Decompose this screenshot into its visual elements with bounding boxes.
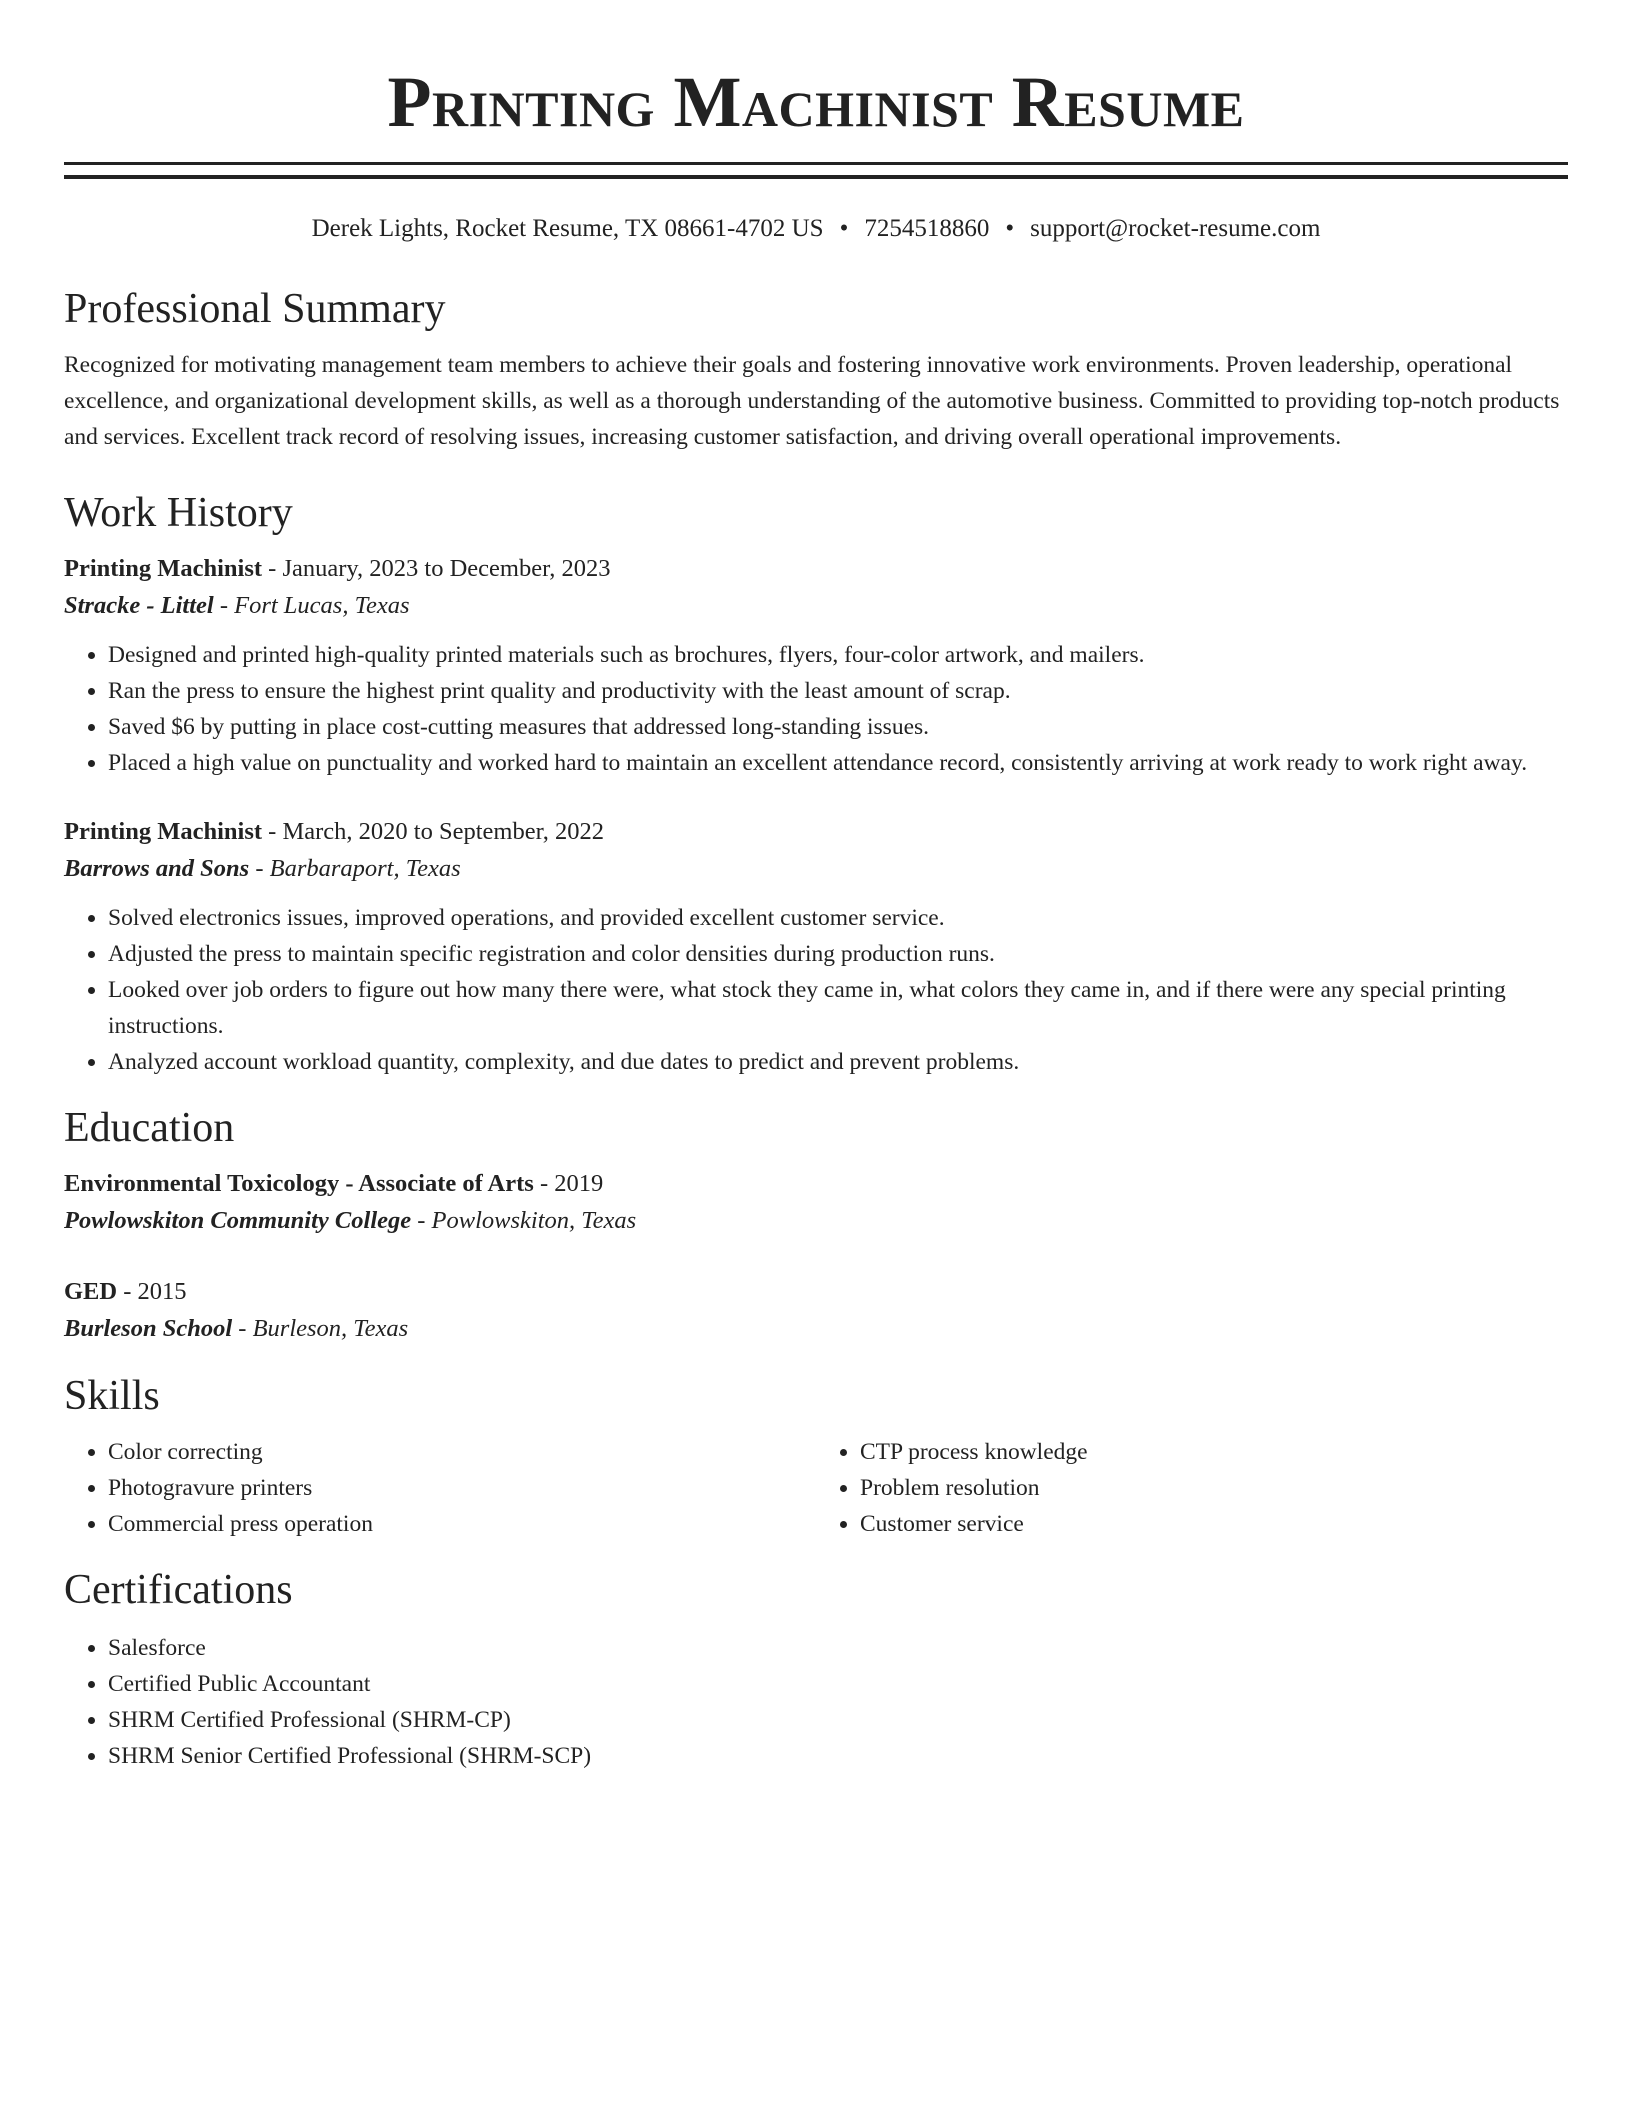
education-location: - Powlowskiton, Texas [411, 1207, 637, 1234]
skill-item: • CTP process knowledge [860, 1434, 1568, 1470]
job-dates: - March, 2020 to September, 2022 [262, 818, 604, 845]
education-location: - Burleson, Texas [232, 1315, 409, 1342]
education-degree: Environmental Toxicology - Associate of Arts [64, 1170, 534, 1197]
certification-item: • SHRM Certified Professional (SHRM-CP) [108, 1702, 1568, 1738]
education-heading: Education [64, 1105, 235, 1151]
contact-phone: 7254518860 [864, 215, 990, 242]
contact-address: Derek Lights, Rocket Resume, TX 08661-4702 US [311, 215, 824, 242]
job-company-line [64, 850, 1568, 888]
education-entry [64, 1274, 1568, 1348]
job-title: Printing Machinist [64, 818, 263, 845]
job-bullet: • Designed and printed high-quality printed materials such as brochures, flyers, four-color artwork, and mailers. [108, 637, 1568, 673]
certifications-list [64, 1630, 1568, 1774]
education-degree-line [64, 1274, 1568, 1310]
resume-title: Printing Machinist Resume [387, 62, 1245, 142]
job-dates: - January, 2023 to December, 2023 [262, 555, 611, 582]
skill-item: • Commercial press operation [108, 1506, 816, 1542]
certification-item: • Salesforce [108, 1630, 1568, 1666]
skills-columns [64, 1434, 1568, 1542]
job-bullet: • Solved electronics issues, improved operations, and provided excellent customer service. [108, 900, 1568, 936]
job-company: Stracke - Littel [64, 592, 214, 619]
contact-separator: • [839, 215, 849, 242]
job-location: - Fort Lucas, Texas [213, 592, 410, 619]
summary-text: Recognized for motivating management team members to achieve their goals and fostering innovative work environments. Proven leadership, operational excellence, and organizational development skills, as well as a thorough understanding of the automotive business. Committed to providing top-notch products and services. Excellent track record of resolving issues, increasing customer satisfaction, and driving overall operational improvements. [64, 352, 1560, 450]
job-title-line [64, 814, 1568, 850]
skill-item: • Color correcting [108, 1434, 816, 1470]
education-school-line [64, 1202, 1568, 1240]
resume-page [64, 0, 1568, 1774]
skill-item: • Photogravure printers [108, 1470, 816, 1506]
work-history-heading: Work History [64, 490, 293, 536]
certification-item: • SHRM Senior Certified Professional (SHRM-SCP) [108, 1738, 1568, 1774]
job-bullets [64, 637, 1568, 781]
education-degree-line [64, 1166, 1568, 1202]
summary-heading: Professional Summary [64, 286, 446, 332]
skill-item: • Customer service [860, 1506, 1568, 1542]
job-title: Printing Machinist [64, 555, 263, 582]
education-entry [64, 1166, 1568, 1240]
education-school: Powlowskiton Community College [64, 1207, 412, 1234]
education-year: - 2019 [533, 1170, 604, 1197]
title-double-rule [64, 162, 1568, 179]
job-bullet: • Placed a high value on punctuality and worked hard to maintain an excellent attendance record, consistently arriving at work ready to work right away. [108, 745, 1568, 781]
job-bullets [64, 900, 1568, 1080]
skill-item: • Problem resolution [860, 1470, 1568, 1506]
job-company-line [64, 587, 1568, 625]
certification-item: • Certified Public Accountant [108, 1666, 1568, 1702]
job-location: - Barbaraport, Texas [249, 855, 461, 882]
job-bullet: • Analyzed account workload quantity, complexity, and due dates to predict and prevent problems. [108, 1044, 1568, 1080]
job-entry [64, 814, 1568, 1080]
certifications-heading: Certifications [64, 1567, 293, 1613]
contact-separator: • [1005, 215, 1015, 242]
job-company: Barrows and Sons [64, 855, 250, 882]
job-bullet: • Adjusted the press to maintain specific registration and color densities during production runs. [108, 936, 1568, 972]
contact-email: support@rocket-resume.com [1030, 215, 1321, 242]
job-entry [64, 551, 1568, 781]
job-bullet: • Ran the press to ensure the highest print quality and productivity with the least amount of scrap. [108, 673, 1568, 709]
job-title-line [64, 551, 1568, 587]
education-degree: GED [64, 1278, 118, 1305]
skills-list-right [816, 1434, 1568, 1542]
education-year: - 2015 [117, 1278, 187, 1305]
job-bullet: • Saved $6 by putting in place cost-cutting measures that addressed long-standing issues. [108, 709, 1568, 745]
education-school: Burleson School [64, 1315, 233, 1342]
contact-line [64, 213, 1568, 245]
job-bullet: • Looked over job orders to figure out how many there were, what stock they came in, what colors they came in, and if there were any special printing instructions. [108, 972, 1568, 1044]
skills-heading: Skills [64, 1373, 160, 1419]
education-school-line [64, 1310, 1568, 1348]
skills-list-left [64, 1434, 816, 1542]
